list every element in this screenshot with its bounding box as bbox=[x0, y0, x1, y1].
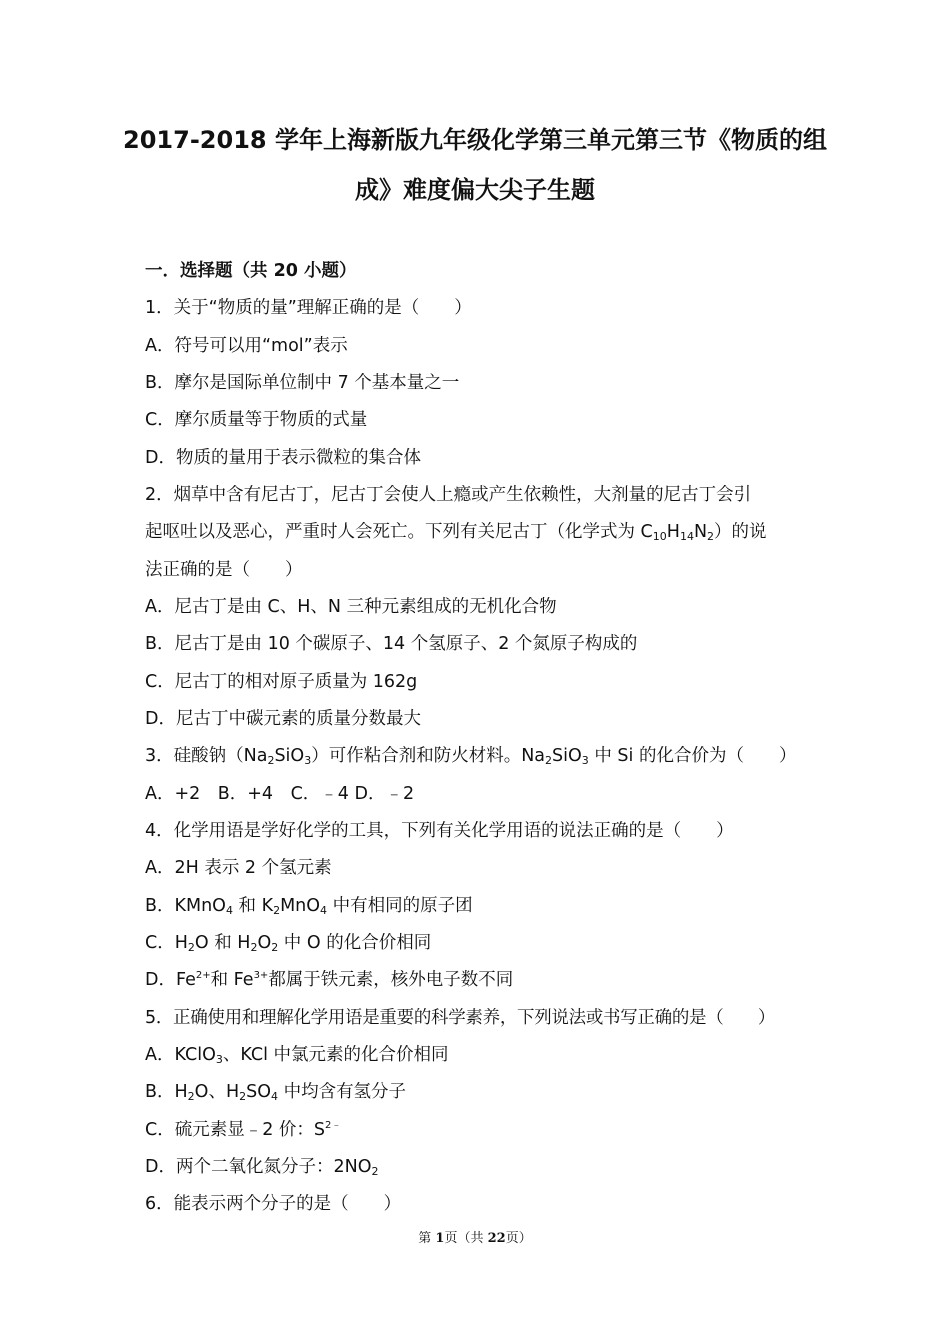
section-heading: 一．选择题（共 20 小题） bbox=[145, 261, 357, 281]
subscript: 2 bbox=[239, 1090, 247, 1103]
subscript: 2 bbox=[707, 530, 715, 543]
question-2-option-c: C．尼古丁的相对原子质量为 162g bbox=[145, 672, 418, 692]
question-5-stem: 5．正确使用和理解化学用语是重要的科学素养，下列说法或书写正确的是（ ） bbox=[145, 1008, 776, 1028]
question-5-option-d bbox=[145, 1156, 378, 1178]
subscript: 14 bbox=[679, 530, 694, 543]
q2-text: ）的说 bbox=[714, 522, 767, 542]
subscript: 2 bbox=[273, 904, 281, 917]
footer-text: 页（共 bbox=[444, 1231, 488, 1246]
q3-text: SiO bbox=[274, 746, 305, 766]
subscript: 2 bbox=[187, 941, 195, 954]
q5-text: B．H bbox=[145, 1082, 188, 1102]
q4-text: 中 O 的化合价相同 bbox=[278, 933, 432, 953]
q4-text: B．KMnO bbox=[145, 896, 226, 916]
question-4-stem: 4．化学用语是学好化学的工具，下列有关化学用语的说法正确的是（ ） bbox=[145, 821, 734, 841]
question-3-options: A．+2 B．+4 C．﹣4 D．﹣2 bbox=[145, 784, 415, 804]
question-5-option-c bbox=[145, 1119, 341, 1141]
q4-text: 中有相同的原子团 bbox=[327, 896, 473, 916]
question-5-option-b bbox=[145, 1081, 406, 1103]
q3-text: ）可作粘合剂和防火材料。Na bbox=[311, 746, 546, 766]
question-3-stem bbox=[145, 745, 796, 767]
q3-text: SiO bbox=[552, 746, 582, 766]
question-4-option-a: A．2H 表示 2 个氢元素 bbox=[145, 858, 332, 878]
subscript: 2 bbox=[267, 754, 275, 767]
q5-text: SO bbox=[246, 1082, 271, 1102]
footer-text: 第 bbox=[418, 1231, 436, 1246]
subscript: 4 bbox=[320, 904, 328, 917]
q2-text: 起呕吐以及恶心，严重时人会死亡。下列有关尼古丁（化学式为 C bbox=[145, 522, 653, 542]
q4-text: C．H bbox=[145, 933, 188, 953]
q4-text: MnO bbox=[280, 896, 321, 916]
q2-text: H bbox=[666, 522, 680, 542]
question-6-stem: 6．能表示两个分子的是（ ） bbox=[145, 1194, 402, 1214]
superscript: 3+ bbox=[253, 970, 269, 981]
question-4-option-b bbox=[145, 895, 473, 917]
subscript: 3 bbox=[215, 1053, 223, 1066]
question-1-stem: 1．关于“物质的量”理解正确的是（ ） bbox=[145, 298, 472, 318]
q3-text: 中 Si 的化合价为（ ） bbox=[588, 746, 797, 766]
subscript: 4 bbox=[271, 1090, 278, 1103]
question-2-option-a: A．尼古丁是由 C、H、N 三种元素组成的无机化合物 bbox=[145, 597, 557, 617]
subscript: 3 bbox=[581, 754, 589, 767]
question-1-option-c: C．摩尔质量等于物质的式量 bbox=[145, 410, 368, 430]
page-number: 1 bbox=[435, 1231, 445, 1246]
superscript: 2+ bbox=[195, 970, 211, 981]
question-4-option-d bbox=[145, 969, 513, 991]
q3-text: 3．硅酸钠（Na bbox=[145, 746, 268, 766]
question-1-option-b: B．摩尔是国际单位制中 7 个基本量之一 bbox=[145, 373, 460, 393]
q5-text: D．两个二氧化氮分子：2NO bbox=[145, 1157, 372, 1177]
subscript: 2 bbox=[187, 1090, 195, 1103]
subscript: 4 bbox=[225, 904, 233, 917]
q4-text: 都属于铁元素，核外电子数不同 bbox=[268, 970, 514, 990]
q4-text: O bbox=[257, 933, 272, 953]
question-2-stem-line-1: 2．烟草中含有尼古丁，尼古丁会使人上瘾或产生依赖性，大剂量的尼古丁会引 bbox=[145, 485, 752, 505]
question-4-option-c bbox=[145, 932, 431, 954]
question-2-option-d: D．尼古丁中碳元素的质量分数最大 bbox=[145, 709, 421, 729]
footer-text: 页） bbox=[505, 1231, 532, 1246]
subscript: 2 bbox=[250, 941, 258, 954]
question-2-stem-line-3: 法正确的是（ ） bbox=[145, 560, 303, 580]
subscript: 2 bbox=[271, 941, 279, 954]
question-2-stem-line-2 bbox=[145, 521, 767, 543]
q5-text: O、H bbox=[194, 1082, 240, 1102]
q4-text: D．Fe bbox=[145, 970, 196, 990]
subscript: 2 bbox=[545, 754, 553, 767]
q5-text: A．KClO bbox=[145, 1045, 216, 1065]
document-title-line-2: 成》难度偏大尖子生题 bbox=[355, 176, 595, 204]
q5-text: 、KCl 中氯元素的化合价相同 bbox=[222, 1045, 449, 1065]
page-total: 22 bbox=[487, 1231, 506, 1246]
subscript: 3 bbox=[304, 754, 312, 767]
subscript: 10 bbox=[652, 530, 667, 543]
superscript: 2﹣ bbox=[325, 1120, 342, 1131]
q4-text: O 和 H bbox=[194, 933, 251, 953]
q5-text: C．硫元素显﹣2 价：S bbox=[145, 1120, 326, 1140]
q4-text: 和 K bbox=[232, 896, 274, 916]
q4-text: 和 Fe bbox=[210, 970, 254, 990]
q5-text: 中均含有氢分子 bbox=[278, 1082, 407, 1102]
question-1-option-a: A．符号可以用“mol”表示 bbox=[145, 336, 348, 356]
question-1-option-d: D．物质的量用于表示微粒的集合体 bbox=[145, 448, 421, 468]
page-footer bbox=[0, 1227, 950, 1246]
question-5-option-a bbox=[145, 1044, 449, 1066]
document-title-line-1: 2017-2018 学年上海新版九年级化学第三单元第三节《物质的组 bbox=[123, 126, 827, 154]
q2-text: N bbox=[693, 522, 708, 542]
subscript: 2 bbox=[371, 1165, 379, 1178]
question-2-option-b: B．尼古丁是由 10 个碳原子、14 个氢原子、2 个氮原子构成的 bbox=[145, 634, 638, 654]
